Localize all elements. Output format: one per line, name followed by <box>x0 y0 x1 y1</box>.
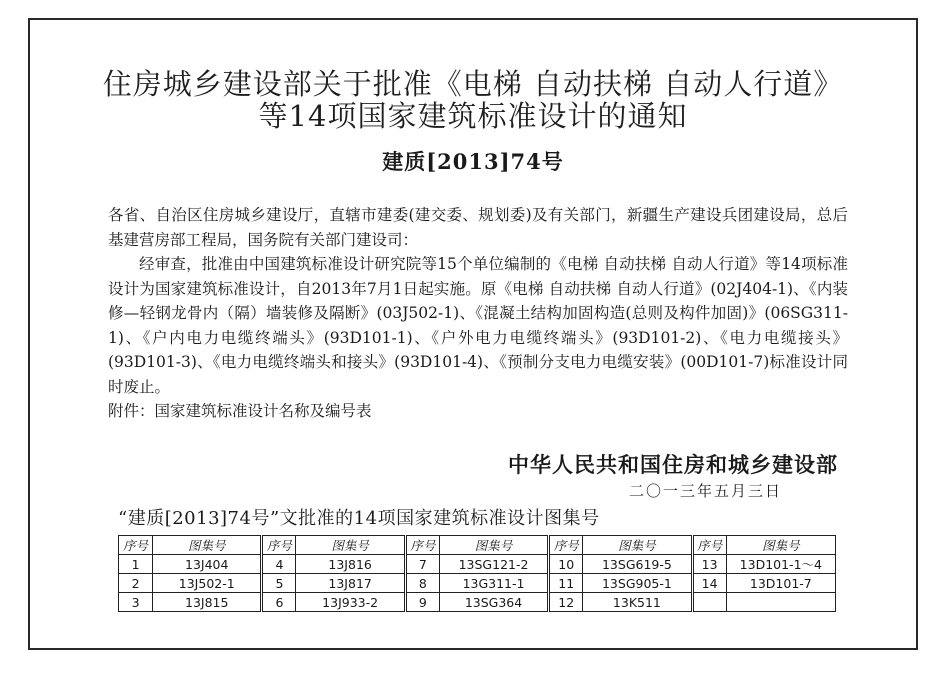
cell-atlas-number: 13K511 <box>583 593 692 612</box>
header-atlas-number: 图集号 <box>583 536 692 555</box>
header-atlas-number: 图集号 <box>439 536 548 555</box>
header-index: 序号 <box>405 536 439 555</box>
cell-atlas-number: 13G311-1 <box>439 574 548 593</box>
approval-paragraph: 经审查，批准由中国建筑标准设计研究院等15个单位编制的《电梯 自动扶梯 自动人行道》等14项标准设计为国家建筑标准设计，自2013年7月1日起实施。原《电梯 自动扶梯 自动人行道》(02J404-1)、《内装修—轻钢龙骨内（隔）墙装修及隔断》(03J502-1)、《混凝土结构加固构造(总则及构件加固)》(06SG311-1)、《户内电力电缆终端头》(93D101-1)、《户外电力电缆终端头》(93D101-2)、《电力电缆接头》(93D101-3)、《电力电缆终端头和接头》(93D101-4)、《预制分支电力电缆安装》(00D101-7)标准设计同时废止。 <box>108 255 848 396</box>
table-caption: “建质[2013]74号”文批准的14项国家建筑标准设计图集号 <box>118 508 600 529</box>
cell-atlas-number: 13D101-7 <box>726 574 835 593</box>
table-row <box>119 574 836 593</box>
cell-index: 14 <box>692 574 726 593</box>
cell-index: 1 <box>119 555 153 574</box>
cell-index: 12 <box>549 593 583 612</box>
header-index: 序号 <box>262 536 296 555</box>
cell-index: 11 <box>549 574 583 593</box>
table-header-row <box>119 536 836 555</box>
document-number: 建质[2013]74号 <box>382 149 564 174</box>
cell-atlas-number: 13J816 <box>296 555 405 574</box>
cell-index: 5 <box>262 574 296 593</box>
cell-atlas-number: 13SG364 <box>439 593 548 612</box>
cell-atlas-number: 13J815 <box>153 593 262 612</box>
addressees: 各省、自治区住房城乡建设厅，直辖市建委(建交委、规划委)及有关部门，新疆生产建设兵团建设局，总后基建营房部工程局，国务院有关部门建设司： <box>108 206 848 249</box>
cell-index: 13 <box>692 555 726 574</box>
table-row <box>119 555 836 574</box>
cell-index: 9 <box>405 593 439 612</box>
cell-index: 7 <box>405 555 439 574</box>
cell-index: 2 <box>119 574 153 593</box>
cell-index: 3 <box>119 593 153 612</box>
header-index: 序号 <box>692 536 726 555</box>
cell-atlas-number <box>726 593 835 612</box>
cell-index: 10 <box>549 555 583 574</box>
cell-index: 6 <box>262 593 296 612</box>
cell-atlas-number: 13J404 <box>153 555 262 574</box>
cell-atlas-number: 13SG619-5 <box>583 555 692 574</box>
header-index: 序号 <box>119 536 153 555</box>
cell-index: 8 <box>405 574 439 593</box>
notice-body <box>108 203 848 424</box>
cell-atlas-number: 13SG905-1 <box>583 574 692 593</box>
cell-index: 4 <box>262 555 296 574</box>
header-atlas-number: 图集号 <box>296 536 405 555</box>
notice-title-line-2: 等14项国家建筑标准设计的通知 <box>258 99 688 133</box>
attachment-note: 附件：国家建筑标准设计名称及编号表 <box>108 402 372 420</box>
issuing-authority: 中华人民共和国住房和城乡建设部 <box>508 453 838 477</box>
cell-atlas-number: 13D101-1～4 <box>726 555 835 574</box>
cell-index <box>692 593 726 612</box>
notice-title-line-1: 住房城乡建设部关于批准《电梯 自动扶梯 自动人行道》 <box>102 67 844 101</box>
header-index: 序号 <box>549 536 583 555</box>
cell-atlas-number: 13SG121-2 <box>439 555 548 574</box>
header-atlas-number: 图集号 <box>726 536 835 555</box>
table-row <box>119 593 836 612</box>
cell-atlas-number: 13J502-1 <box>153 574 262 593</box>
cell-atlas-number: 13J817 <box>296 574 405 593</box>
atlas-number-table <box>118 535 836 612</box>
cell-atlas-number: 13J933-2 <box>296 593 405 612</box>
issue-date: 二〇一三年五月三日 <box>628 482 782 500</box>
header-atlas-number: 图集号 <box>153 536 262 555</box>
